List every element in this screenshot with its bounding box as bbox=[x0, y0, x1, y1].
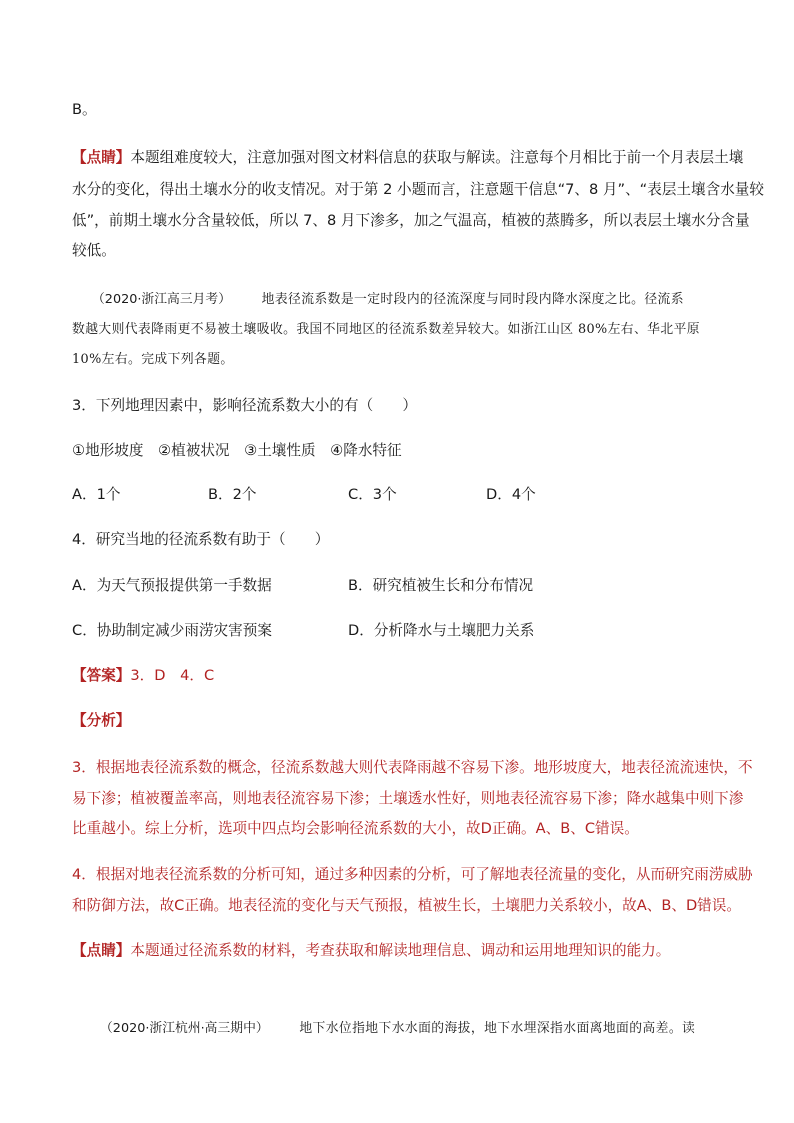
question-stem: 3．下列地理因素中，影响径流系数大小的有（ ） bbox=[72, 397, 417, 414]
tip-text: 本题通过径流系数的材料，考查获取和解读地理信息、调动和运用地理知识的能力。 bbox=[130, 942, 671, 959]
analysis-line: 和防御方法，故C正确。地表径流的变化与天气预报，植被生长，土壤肥力关系较小，故A、B、D错误。 bbox=[72, 897, 741, 914]
analysis-tag: 【分析】 bbox=[72, 712, 131, 729]
option-d: D．4个 bbox=[486, 486, 536, 503]
analysis-line: 易下渗；植被覆盖率高，则地表径流容易下渗；土壤透水性好，则地表径流容易下渗；降水越集中则下渗 bbox=[72, 790, 744, 807]
answer-tag: 【答案】 bbox=[72, 667, 131, 684]
tip-tag: 【点睛】 bbox=[72, 942, 131, 959]
option-c: C．3个 bbox=[348, 486, 397, 503]
passage-2 bbox=[100, 1018, 732, 1039]
option-a: A．1个 bbox=[72, 486, 121, 503]
option-a: A．为天气预报提供第一手数据 bbox=[72, 577, 272, 594]
question-stem: 4．研究当地的径流系数有助于（ ） bbox=[72, 531, 330, 548]
option-c: C．协助制定减少雨涝灾害预案 bbox=[72, 622, 272, 639]
passage-text: 地下水位指地下水水面的海拔，地下水埋深指水面离地面的高差。读 bbox=[299, 1021, 696, 1036]
question-factors: ①地形坡度 ②植被状况 ③土壤性质 ④降水特征 bbox=[72, 442, 402, 459]
option-b: B．研究植被生长和分布情况 bbox=[348, 577, 534, 594]
tip-text-line: 较低。 bbox=[72, 242, 116, 259]
passage-text: 数越大则代表降雨更不易被土壤吸收。我国不同地区的径流系数差异较大。如浙江山区 80%左右、华北平原 bbox=[72, 322, 700, 337]
tip-tag: 【点睛】 bbox=[72, 149, 131, 166]
passage-source: （2020·浙江杭州·高三期中） bbox=[100, 1021, 269, 1036]
analysis-line: 3．根据地表径流系数的概念，径流系数越大则代表降雨越不容易下渗。地形坡度大，地表径流流速快，不 bbox=[72, 759, 753, 776]
passage-text: 10%左右。完成下列各题。 bbox=[72, 352, 234, 367]
option-d: D．分析降水与土壤肥力关系 bbox=[348, 622, 535, 639]
tip-text-line: 水分的变化，得出土壤水分的收支情况。对于第 2 小题而言，注意题干信息“7、8 月”、“表层土壤含水量较 bbox=[72, 181, 764, 198]
answer-b-line: B。 bbox=[72, 101, 97, 118]
passage-text: 地表径流系数是一定时段内的径流深度与同时段内降水深度之比。径流系 bbox=[261, 292, 684, 307]
analysis-line: 比重越小。综上分析，选项中四点均会影响径流系数的大小，故D正确。A、B、C错误。 bbox=[72, 820, 639, 837]
tip-section-2 bbox=[72, 941, 732, 961]
option-b: B．2个 bbox=[208, 486, 257, 503]
answer-line bbox=[72, 666, 732, 686]
passage-source: （2020·浙江高三月考） bbox=[92, 292, 232, 307]
tip-text-line: 本题组难度较大，注意加强对图文材料信息的获取与解读。注意每个月相比于前一个月表层土壤 bbox=[130, 149, 744, 166]
analysis-line: 4．根据对地表径流系数的分析可知，通过多种因素的分析，可了解地表径流量的变化，从而研究雨涝威胁 bbox=[72, 866, 753, 883]
answer-text: 3．D 4．C bbox=[130, 667, 215, 684]
tip-text-line: 低”，前期土壤水分含量较低，所以 7、8 月下渗多，加之气温高，植被的蒸腾多，所以表层土壤水分含量 bbox=[72, 212, 750, 229]
